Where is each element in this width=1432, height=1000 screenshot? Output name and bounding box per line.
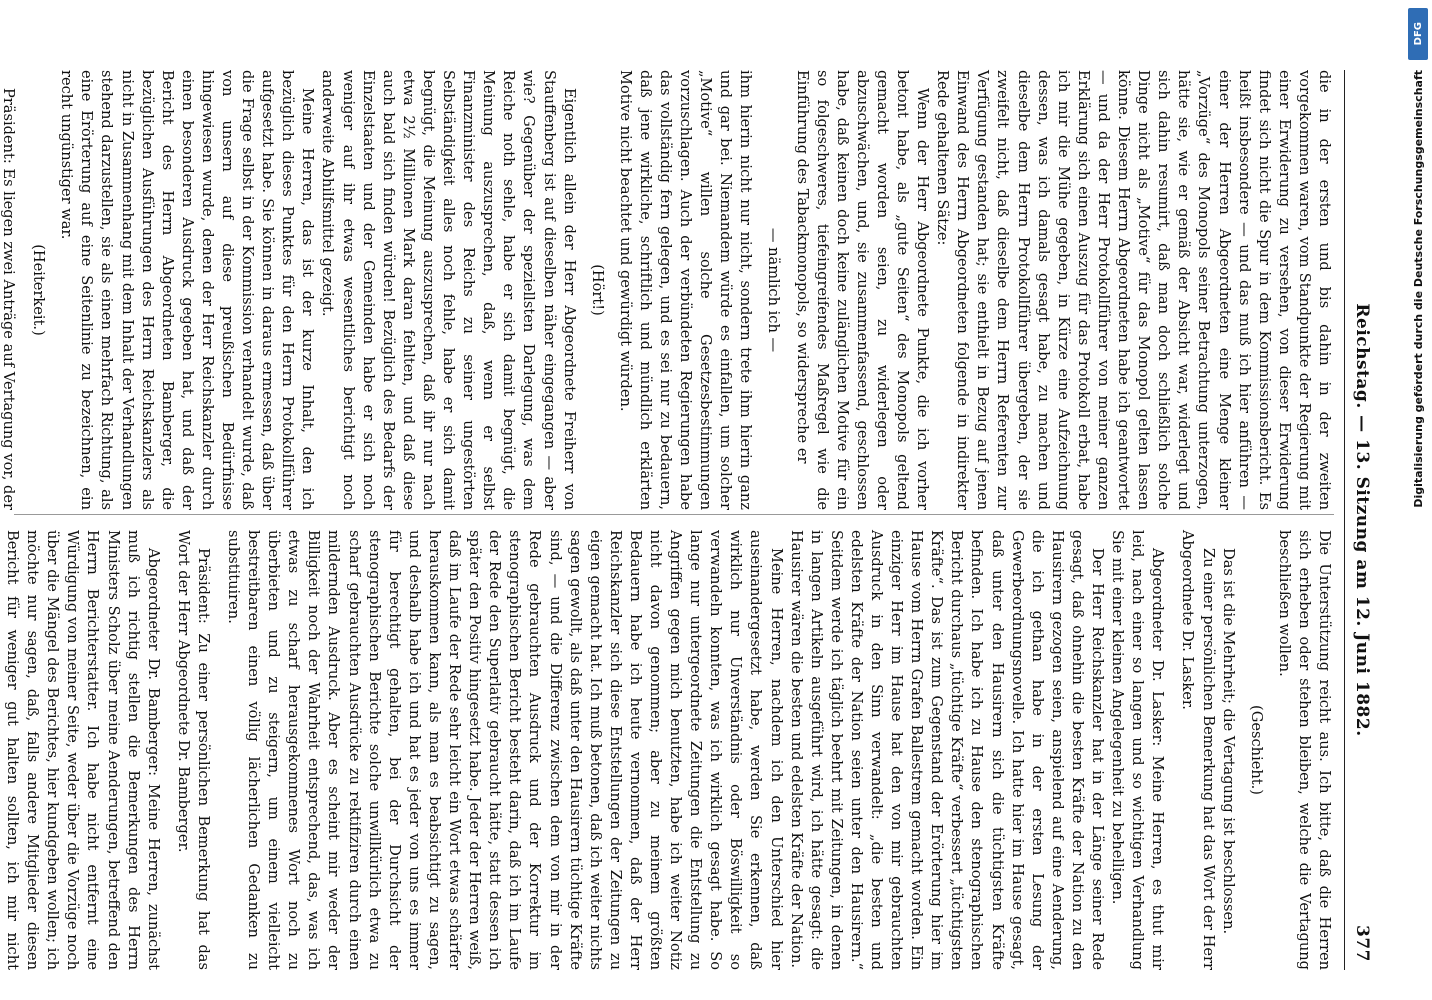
- speaker-paragraph: Präsident: Es liegen zwei Anträge auf Vertagung vor, der: [0, 88, 18, 510]
- paragraph: Wenn der Herr Abgeordnete Punkte, die ich vorher betont habe, als „gute Seiten“ des Monopols geltend gemacht worden seien, zu widerlegen oder abzuschwächen, und, sie zusammenfassend, geschlossen habe, daß keinen doch keine zulänglichen Motive für ein so folgeschweres, tiefeingreifendes Maßregel wie die Einführung des Tabackmonopols, so widerspreche er: [793, 70, 932, 510]
- paragraph: Zu einer persönlichen Bemerkung hat das Wort der Herr Abgeordnete Dr. Lasker.: [1179, 530, 1217, 970]
- aside: — nämlich ich —: [765, 227, 783, 353]
- paragraph: Der Herr Reichskanzler hat in der Länge seiner Rede gesagt, daß ohnehin die besten Kräfte der Nation zu den Hausirern gezogen seien, anspielend auf eine Aenderung, die ich gethan habe in der ersten Lesung der Gewerbeordnungsnovelle. Ich hatte hier im Hause gesagt, daß unter den Hausirern sich die tüchtigsten Kräfte befinden. Ich habe ich zu Hause den stenographischen Bericht durchaus „tüchtige Kräfte“ verbessert „tüchtigsten Kräfte“. Das ist zum Gegenstand der Erörterung hier im Hause vom Herrn Grafen Ballestrem gemacht worden. Ein einziger Herr im Hause hat den von mir gebrauchten Ausdruck in den Sinn verwandelt: „die besten und edelsten Kräfte der Nation seien unter den Hausirern.“ Seitdem werde ich täglich beehrt mit Zeitungen, in denen in langen Artikeln ausgeführt wird, ich hätte gesagt: die Hausirer wären die besten und edelsten Kräfte der Nation.: [787, 530, 1107, 970]
- paragraph: Die Unterstützung reicht aus. Ich bitte, daß die Herren sich erheben oder stehen bleiben, welche die Vertagung beschließen wollen.: [1275, 530, 1333, 970]
- interjection: (Heiterkeit.): [30, 244, 48, 336]
- digitization-credit: [1404, 70, 1432, 990]
- dfg-logo-text: DFG: [1412, 22, 1424, 46]
- paragraph: Eigentlich allein der Herr Abgeordnete Freiherr von Stauffenberg ist auf dieselben näher eingegangen — aber wie? Gegenüber der speziellsten Darlegung, was dem Reiche noth sehle, habe er sich damit begnügt, die Meinung auszusprechen, daß, wenn er selbst Finanzminister des Reichs zu seiner ungestörten Selbständigkeit alles noch fehle, habe er sich damit begnügt, die Meinung auszusprechen, daß ihr nur nach etwa 2½ Millionen Mark daran fehlten, und daß diese auch bald sich finden würden! Bezüglich des Bedarfs der Einzelstaaten und der Gemeinden habe er sich noch weniger auf ihr etwas wesentliches berichtigt noch anderweite Abhilfsmittel gezeigt.: [319, 70, 578, 510]
- left-column: [0, 70, 1334, 510]
- paragraph: die in der ersten und bis dahin in der zweiten vorgekommen waren, vom Standpunkte der Regierung mit einer Erwiderung zu versehen, von dieser Erwiderung findet sich nicht die Spur in dem Kommissionsbericht. Es heißt insbesondere — und das muß ich hier anführen — einer der Herren Abgeordneten eine Menge kleiner „Vorzüge“ des Monopols seiner Betrachtung unterzogen, hätte sie, wie er gemäß der Absicht war, widerlegt und sich dahin resumirt, daß man doch schließlich solche Dinge nicht als „Motive“ für das Monopol gelten lassen könne. Diesem Herrn Abgeordneten habe ich geantwortet — und da der Herr Protokollführer von meiner ganzen Erklärung sich einen Auszug für das Protokoll erbat, habe ich mir die Mühe gegeben, in Kürze eine Aufzeichnung dessen, was ich damals gesagt habe, zu machen und dieselbe dem Herrn Protokollführer übergeben, der sie zweifelt nicht, daß dieselbe dem Herrn Referenten zur Verfügung gestanden hat; sie enthielt in Bezug auf jenen Einwand des Herrn Abgeordneten folgende in indirekter Rede gehaltenen Sätze:: [934, 70, 1333, 510]
- interjection: (Geschieht.): [1247, 705, 1265, 795]
- dfg-logo: [1408, 8, 1428, 60]
- credit-text: Digitalisierung gefördert durch die Deutsche Forschungsgemeinschaft: [1411, 70, 1425, 508]
- page-title: Reichstag. — 13. Sitzung am 12. Juni 1882.: [1352, 303, 1372, 737]
- speaker-paragraph: Präsident: Zu einer persönlichen Bemerkung hat das Wort der Herr Abgeordnete Dr. Bamberger.: [174, 530, 212, 970]
- paragraph: Meine Herren, nachdem ich den Unterschied hier auseinandergesetzt habe, werden Sie erkennen, daß wirklich nur Unverständnis oder Böswilligkeit so verwandeln konnten, was ich wirklich gesagt habe. So lange nur untergeordnete Zeitungen die Entstellung zu Angriffen gegen mich benutzten, habe ich weiter Notiz nicht davon genommen; aber zu meinem größten Bedauern habe ich heute vernommen, daß der Herr Reichskanzler sich diese Entstellungen der Zeitungen zu eigen gemacht hat. Ich muß betonen, daß ich weiter nichts sagen gewollt, als daß unter den Hausirern tüchtige Kräfte sind, — und die Differenz zwischen dem von mir in der Rede gebrauchten Ausdruck und der Korrektur im stenographischen Bericht besteht darin, daß ich im Laufe der Rede den Superlativ gebraucht hätte, statt dessen ich später den Positiv hingesetzt habe. Jeder der Herren weiß, daß im Laufe der Rede sehr leicht ein Wort etwas schärfer herauskommen kann, als man es beabsichtigt zu sagen, und deshalb habe ich und hat es jeder von uns es immer für berechtigt gehalten, bei der Durchsicht der stenographischen Berichte solche unwillkürlich etwa zu scharf gebrauchten Ausdrücke zu rektifiziren durch einen mildernden Ausdruck. Aber es scheint mir weder der Billigkeit noch der Wahrheit entsprechend, das, was ich etwas zu scharf herausgekommenes Wort noch zu überbieten und zu steigern, um einem vielleicht bestreitbaren einen völlig lächerlichen Gedanken zu substituiren.: [225, 530, 785, 970]
- right-column: [4, 530, 1334, 970]
- page-number: 377: [1352, 925, 1372, 962]
- page-header: [1344, 70, 1374, 970]
- paragraph: Meine Herren, das ist der kurze Inhalt, den ich bezüglich dieses Punktes für den Herrn Protokollführer aufgesetzt habe. Sie können in daraus ermessen, daß über die Frage selbst in der Kommission verhandelt wurde, daß von unsern auf diese preußischen Bedürfnisse hingewiesen wurde, denen der Herr Reichskanzler durch einen besonderen Ausdruck gegeben hat, und daß der Bericht des Herrn Abgeordneten Bamberger, die bezüglichen Ausführungen des Herrn Reichskanzlers als nicht in Zusammenhang mit dem Inhalt der Verhandlungen stehend darzustellen, sie als einen mehrfach Richtung, als eine Erörterung auf eine Seitenlinie zu bezeichnen, ein recht ungünstiger war.: [58, 70, 317, 510]
- paragraph: Das ist die Mehrheit; die Vertagung ist beschlossen.: [1219, 548, 1237, 935]
- column-divider: [14, 514, 1334, 515]
- interjection: (Hört!): [588, 264, 606, 316]
- speaker-paragraph: Abgeordneter Dr. Lasker: Meine Herren, es thut mir leid, nach einer so langen und so wichtigen Verhandlung Sie mit einer kleinen Angelegenheit zu behelligen.: [1109, 530, 1167, 970]
- speaker-paragraph: Abgeordneter Dr. Bamberger: Meine Herren, zunächst muß ich richtig stellen die Bemerkungen des Herrn Ministers Scholz über meine Aenderungen, betreffend den Herrn Berichterstatter. Ich habe nicht entfernt eine Würdigung von meiner Seite, weder über die Vorzüge noch über die Mängel des Berichtes, hier kundgeben wollen; ich möchte nur sagen, daß, falls andere Mitglieder diesen Bericht für weniger gut halten sollten, ich mir nicht: [4, 530, 162, 970]
- paragraph: ihm hierin nicht nur nicht, sondern trete ihm hierin ganz und gar bei. Niemandem würde es einfallen, um solcher „Motive“ willen solche Gesetzesbestimmungen vorzuschlagen. Auch der verbündeten Regierungen habe das vollständig fern gelegen, und es sei nur zu bedauern, daß jene wirkliche, schriftlich und mündlich erklärten Motive nicht beachtet und gewürdigt würden.: [616, 70, 755, 510]
